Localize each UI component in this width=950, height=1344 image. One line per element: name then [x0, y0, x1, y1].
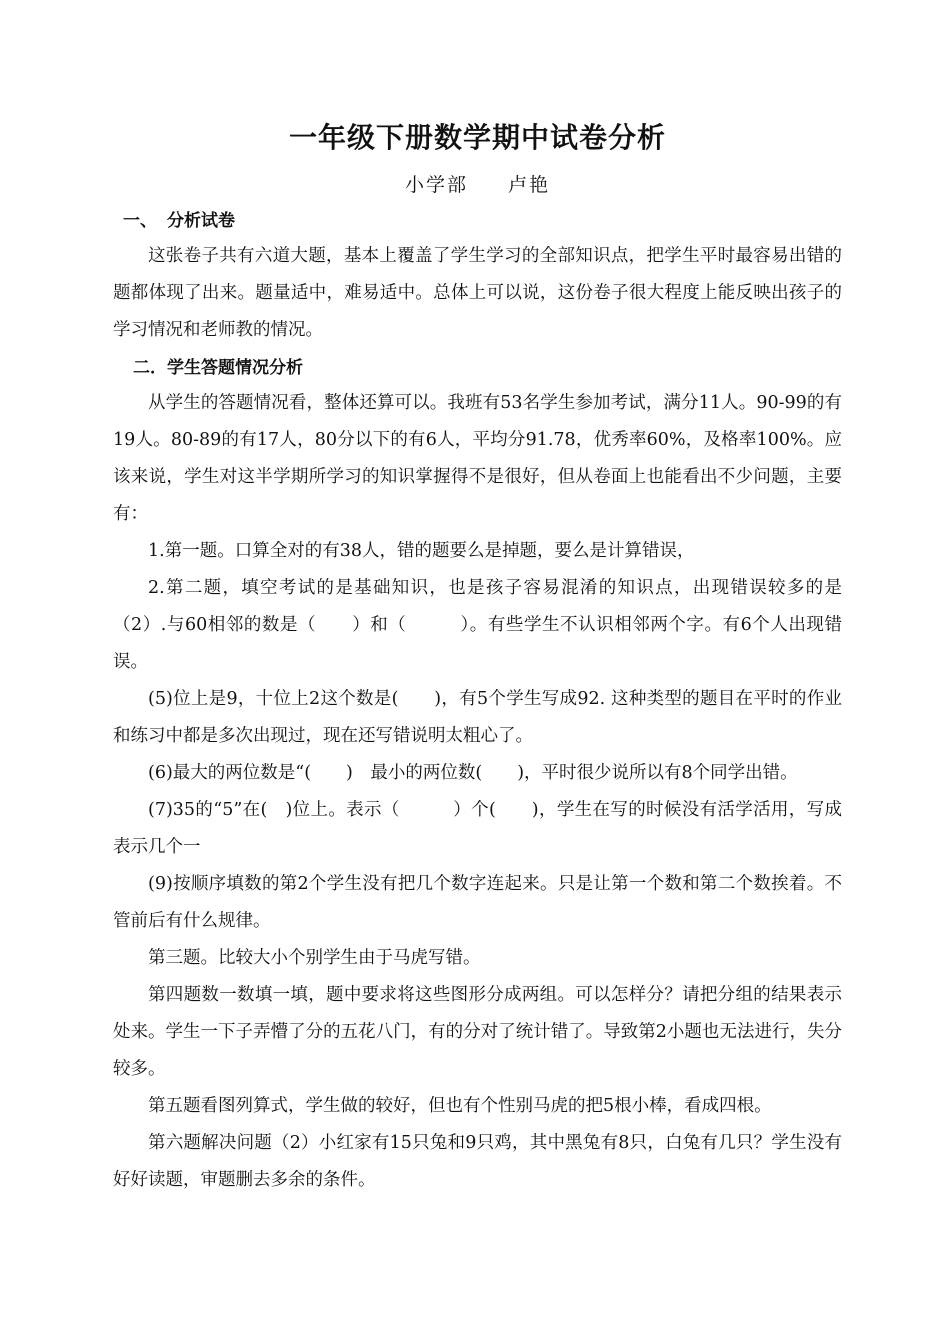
paragraph: (9)按顺序填数的第2个学生没有把几个数字连起来。只是让第一个数和第二个数挨着。不管前后有什么规律。: [113, 874, 842, 931]
section-number-1: 一、: [123, 211, 157, 231]
author-name: 卢艳: [508, 174, 551, 196]
paragraph: (7)35的“5”在( )位上。表示（ ）个( )，学生在写的时候没有活学活用，写成表示几个一: [113, 800, 842, 857]
paragraph: 第三题。比较大小个别学生由于马虎写错。: [148, 948, 481, 968]
section-heading-2: 二．学生答题情况分析: [133, 358, 303, 378]
paragraph: (6)最大的两位数是“( ) 最小的两位数( )，平时很少说所以有8个同学出错。: [148, 763, 798, 783]
paragraph: 这张卷子共有六道大题，基本上覆盖了学生学习的全部知识点，把学生平时最容易出错的题都体现了出来。题量适中，难易适中。总体上可以说，这份卷子很大程度上能反映出孩子的学习情况和老师教的情况。: [113, 246, 842, 340]
section-heading-1: [113, 208, 842, 234]
section-title-1: 分析试卷: [167, 211, 235, 231]
author-department: 小学部: [404, 174, 468, 196]
paragraph: 从学生的答题情况看，整体还算可以。我班有53名学生参加考试，满分11人。90-99的有19人。80-89的有17人，80分以下的有6人，平均分91.78，优秀率60%，及格率100%。应该来说，学生对这半学期所学习的知识掌握得不是很好，但从卷面上也能看出不少问题，主要有：: [113, 393, 842, 524]
paragraph: 1.第一题。口算全对的有38人，错的题要么是掉题，要么是计算错误，: [148, 541, 695, 561]
paragraph: 2.第二题，填空考试的是基础知识，也是孩子容易混淆的知识点，出现错误较多的是（2）.与60相邻的数是（ ）和（ ）。有些学生不认识相邻两个字。有6个人出现错误。: [113, 578, 842, 672]
paragraph: 第五题看图列算式，学生做的较好，但也有个性别马虎的把5根小棒，看成四根。: [148, 1096, 772, 1116]
author-line: [113, 172, 842, 198]
paragraph: (5)位上是9，十位上2这个数是( )，有5个学生写成92. 这种类型的题目在平时的作业和练习中都是多次出现过，现在还写错说明太粗心了。: [113, 689, 842, 746]
paragraph: 第六题解决问题（2）小红家有15只兔和9只鸡，其中黑兔有8只，白兔有几只？学生没有好好读题，审题删去多余的条件。: [113, 1133, 842, 1190]
paragraph: 第四题数一数填一填，题中要求将这些图形分成两组。可以怎样分？请把分组的结果表示处来。学生一下子弄懵了分的五花八门，有的分对了统计错了。导致第2小题也无法进行，失分较多。: [113, 985, 842, 1079]
document-title: 一年级下册数学期中试卷分析: [288, 121, 666, 154]
